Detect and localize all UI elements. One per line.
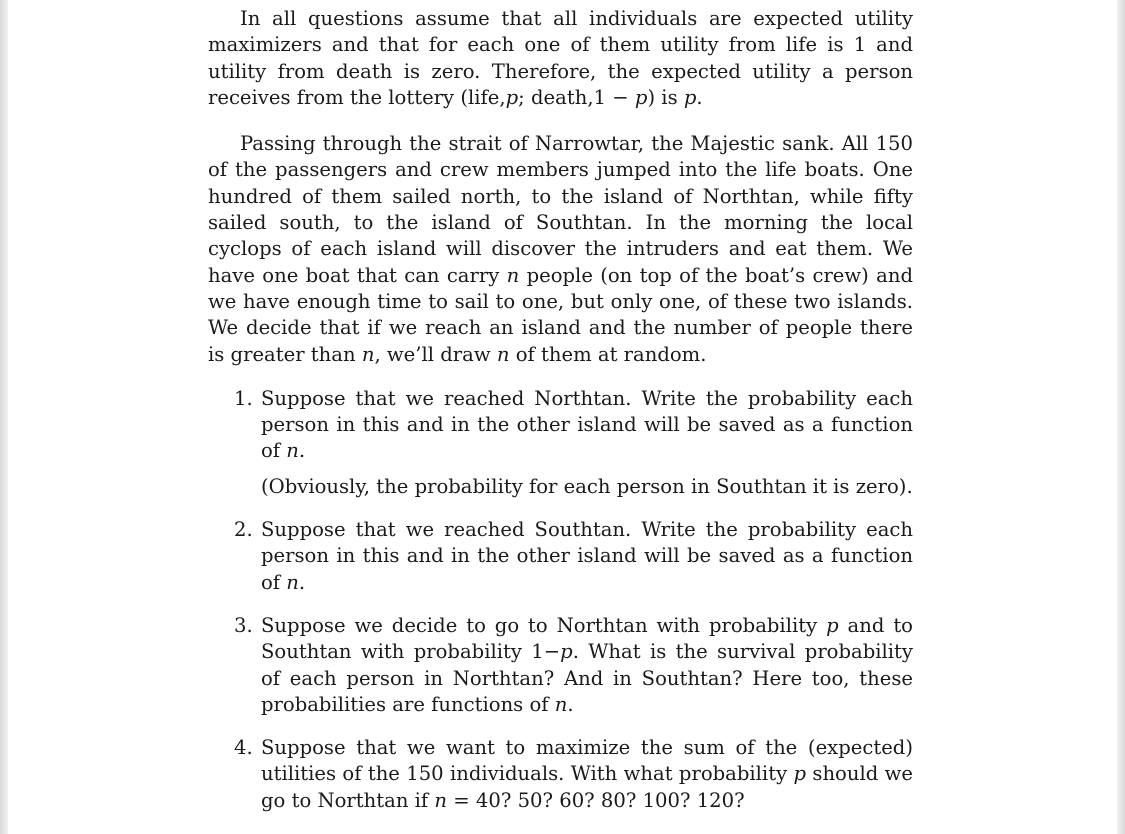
question-item-1: 1. Suppose that we reached Northtan. Write the probability each person in this and in the other island will be saved as a function of n. (Obviously, the probability for each person in Southtan it is zero). xyxy=(208,386,913,500)
question-number: 1. xyxy=(234,386,253,410)
page-shadow-left xyxy=(0,0,8,834)
question-item-2: 2. Suppose that we reached Southtan. Write the probability each person in this and in the other island will be saved as a function of n. xyxy=(234,518,913,594)
question-item-4: 4. Suppose that we want to maximize the sum of the (expected) utilities of the 150 individuals. With what probability p should we go to Northtan if n = 40? 50? 60? 80? 100? 120? xyxy=(234,736,913,812)
document-page xyxy=(208,6,913,831)
intro-paragraph: In all questions assume that all individuals are expected utility maximizers and that for each one of them utility from life is 1 and utility from death is zero. Therefore, the expected utility a person receives from the lottery (life,p; death,1 − p) is p. xyxy=(208,7,913,109)
question-note: (Obviously, the probability for each person in Southtan it is zero). xyxy=(261,474,913,498)
question-number: 4. xyxy=(234,736,253,760)
story-paragraph: Passing through the strait of Narrowtar, the Majestic sank. All 150 of the passengers and crew members jumped into the life boats. One hundred of them sailed north, to the island of Northtan, while fifty sailed south, to the island of Southtan. In the morning the local cyclops of each island will discover the intruders and eat them. We have one boat that can carry n people (on top of the boat’s crew) and we have enough time to sail to one, but only one, of these two islands. We decide that if we reach an island and the number of people there is greater than n, we’ll draw n of them at random. xyxy=(208,132,913,366)
question-number: 3. xyxy=(234,613,253,637)
question-item-3: 3. Suppose we decide to go to Northtan with probability p and to Southtan with probability 1−p. What is the survival probability of each person in Northtan? And in Southtan? Here too, these probabilities are functions of n. xyxy=(234,613,913,716)
page-shadow-right xyxy=(1117,0,1125,834)
question-number: 2. xyxy=(234,518,253,542)
question-list xyxy=(208,386,913,814)
